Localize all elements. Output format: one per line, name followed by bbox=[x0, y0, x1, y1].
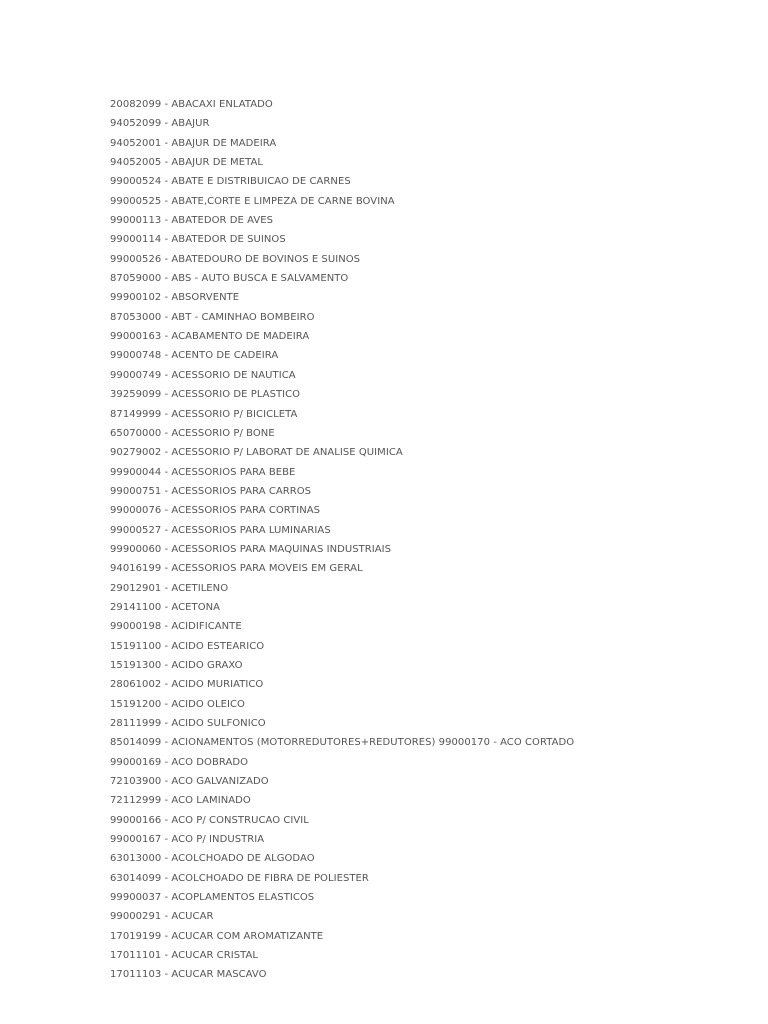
list-item: 99000114 - ABATEDOR DE SUINOS bbox=[110, 234, 286, 246]
list-item: 65070000 - ACESSORIO P/ BONE bbox=[110, 427, 275, 439]
list-item: 99000525 - ABATE,CORTE E LIMPEZA DE CARNE BOVINA bbox=[110, 195, 395, 207]
list-item: 99000198 - ACIDIFICANTE bbox=[110, 621, 242, 633]
list-item: 87053000 - ABT - CAMINHAO BOMBEIRO bbox=[110, 311, 315, 323]
list-item: 99900044 - ACESSORIOS PARA BEBE bbox=[110, 466, 296, 478]
list-item: 99000748 - ACENTO DE CADEIRA bbox=[110, 350, 279, 362]
list-item: 87149999 - ACESSORIO P/ BICICLETA bbox=[110, 408, 298, 420]
list-item: 87059000 - ABS - AUTO BUSCA E SALVAMENTO bbox=[110, 273, 349, 285]
list-item: 15191200 - ACIDO OLEICO bbox=[110, 698, 245, 710]
list-item: 72112999 - ACO LAMINADO bbox=[110, 795, 251, 807]
list-item: 99900060 - ACESSORIOS PARA MAQUINAS INDUSTRIAIS bbox=[110, 543, 392, 555]
list-item: 17011101 - ACUCAR CRISTAL bbox=[110, 950, 259, 962]
list-item: 99000527 - ACESSORIOS PARA LUMINARIAS bbox=[110, 524, 331, 536]
list-item: 99000524 - ABATE E DISTRIBUICAO DE CARNES bbox=[110, 176, 351, 188]
list-item: 85014099 - ACIONAMENTOS (MOTORREDUTORES+REDUTORES) 99000170 - ACO CORTADO bbox=[110, 737, 575, 749]
list-item: 20082099 - ABACAXI ENLATADO bbox=[110, 99, 273, 110]
list-item: 99000076 - ACESSORIOS PARA CORTINAS bbox=[110, 505, 321, 517]
list-item: 99000169 - ACO DOBRADO bbox=[110, 756, 249, 768]
list-item: 72103900 - ACO GALVANIZADO bbox=[110, 776, 269, 788]
list-item: 28111999 - ACIDO SULFONICO bbox=[110, 718, 266, 729]
list-item: 94052005 - ABAJUR DE METAL bbox=[110, 157, 263, 169]
list-item: 39259099 - ACESSORIO DE PLASTICO bbox=[110, 389, 301, 401]
list-item: 99000749 - ACESSORIO DE NAUTICA bbox=[110, 369, 296, 381]
list-item: 94016199 - ACESSORIOS PARA MOVEIS EM GERAL bbox=[110, 563, 363, 575]
list-item: 94052099 - ABAJUR bbox=[110, 118, 210, 130]
list-item: 17019199 - ACUCAR COM AROMATIZANTE bbox=[110, 930, 324, 942]
list-item: 63013000 - ACOLCHOADO DE ALGODAO bbox=[110, 853, 315, 865]
list-item: 15191300 - ACIDO GRAXO bbox=[110, 659, 243, 671]
list-item: 99000166 - ACO P/ CONSTRUCAO CIVIL bbox=[110, 814, 309, 826]
list-item: 29141100 - ACETONA bbox=[110, 601, 221, 613]
list-item: 29012901 - ACETILENO bbox=[110, 582, 229, 594]
list-item: 99000526 - ABATEDOURO DE BOVINOS E SUINOS bbox=[110, 253, 361, 265]
list-item: 99900037 - ACOPLAMENTOS ELASTICOS bbox=[110, 892, 315, 904]
list-item: 28061002 - ACIDO MURIATICO bbox=[110, 679, 264, 691]
list-item: 99000167 - ACO P/ INDUSTRIA bbox=[110, 834, 265, 846]
list-item: 99900102 - ABSORVENTE bbox=[110, 292, 240, 304]
product-code-list bbox=[110, 97, 574, 987]
list-item: 99000113 - ABATEDOR DE AVES bbox=[110, 215, 274, 227]
list-item: 63014099 - ACOLCHOADO DE FIBRA DE POLIESTER bbox=[110, 872, 369, 884]
list-item: 99000163 - ACABAMENTO DE MADEIRA bbox=[110, 331, 310, 343]
list-item: 15191100 - ACIDO ESTEARICO bbox=[110, 640, 265, 652]
list-item: 99000291 - ACUCAR bbox=[110, 911, 214, 923]
list-item: 90279002 - ACESSORIO P/ LABORAT DE ANALISE QUIMICA bbox=[110, 447, 403, 459]
list-item: 94052001 - ABAJUR DE MADEIRA bbox=[110, 137, 277, 149]
list-item: 99000751 - ACESSORIOS PARA CARROS bbox=[110, 485, 312, 497]
list-item: 17011103 - ACUCAR MASCAVO bbox=[110, 969, 267, 981]
